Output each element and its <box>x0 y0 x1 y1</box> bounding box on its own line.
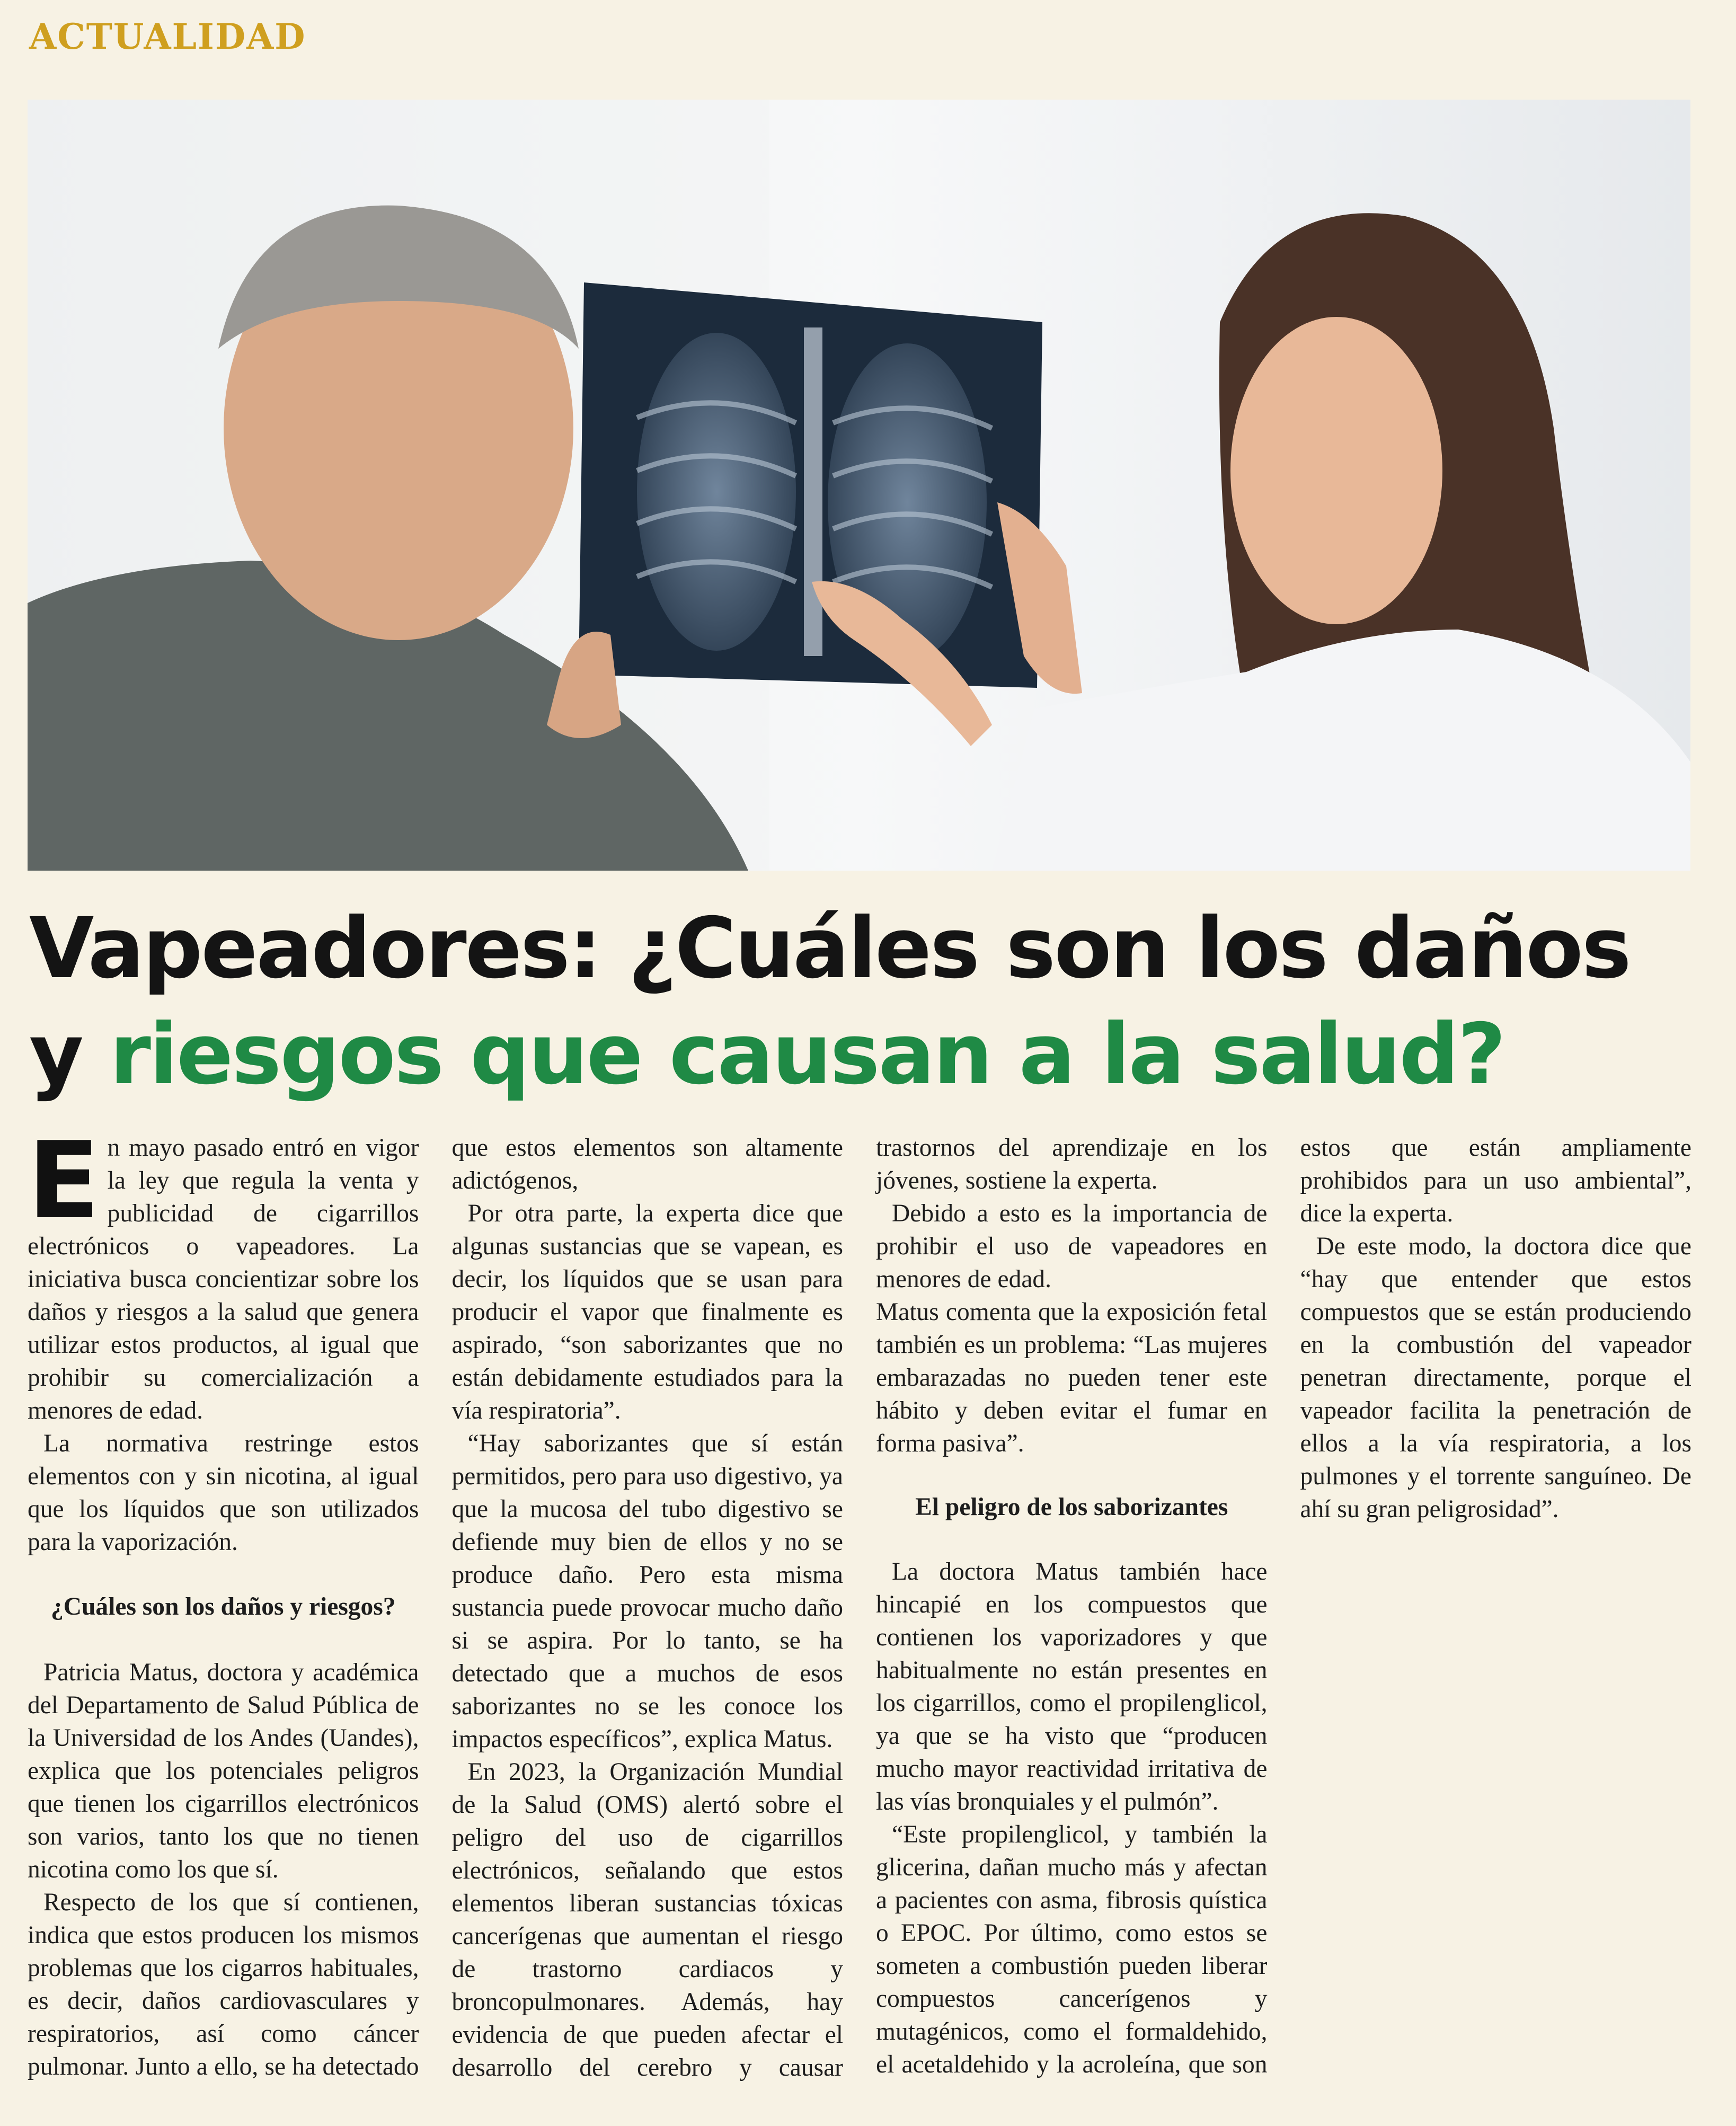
article-paragraph-4: Respecto de los que sí contienen, indica que estos producen los mismos problemas que los cigarros habituales, es decir, daños cardiovasculares y respiratorios, así como cáncer pulmonar. Junto a ello, se ha detectado que estos elementos son altamente adictógenos, <box>28 1134 843 2080</box>
article-body <box>28 1119 1691 2101</box>
woman-face <box>1230 317 1442 624</box>
section-label: ACTUALIDAD <box>29 16 306 57</box>
article-paragraph-10: La doctora Matus también hace hincapié en los compuestos que contienen los vaporizadores y que habitualmente no están presentes en los cigarrillos, como el propilenglicol, ya que se ha visto que “producen mucho mayor reactividad irritativa de las vías bronquiales y el pulmón”. <box>876 1558 1268 1815</box>
headline-line-2-green: riesgos que causan a la salud? <box>110 1006 1505 1103</box>
xray-film <box>579 282 1042 688</box>
article-paragraph-8: Debido a esto es la importancia de prohibir el uso de vapeadores en menores de edad. <box>876 1200 1268 1293</box>
article-paragraph-9: Matus comenta que la exposición fetal también es un problema: “Las mujeres embarazadas no pueden tener este hábito y deben evitar el fumar en forma pasiva”. <box>876 1298 1268 1457</box>
left-lung <box>637 333 796 651</box>
headline-line-1: Vapeadores: ¿Cuáles son los daños <box>29 900 1630 997</box>
subheading-danos-riesgos: ¿Cuáles son los daños y riesgos? <box>50 1593 396 1620</box>
article-paragraph-12: De este modo, la doctora dice que “hay que entender que estos compuestos que se están produciendo en la combustión del vapeador penetran directamente, porque el vapeador facilita la penetración de ellos a la vía respiratoria, a los pulmones y el torrente sanguíneo. De ahí su gran peligrosidad”. <box>1300 1233 1691 1523</box>
article-paragraph-2: La normativa restringe estos elementos con y sin nicotina, al igual que los líquidos que son utilizados para la vaporización. <box>28 1430 419 1556</box>
headline-line-2-black: y <box>29 1006 110 1103</box>
drop-cap: E <box>28 1119 100 1243</box>
doctor-xray-illustration <box>28 100 1690 871</box>
headline <box>29 896 1704 1108</box>
subheading-peligro-saborizantes: El peligro de los saborizantes <box>915 1493 1228 1521</box>
article-paragraph-11: “Este propilenglicol, y también la glicerina, dañan mucho más y afectan a pacientes con asma, fibrosis quística o EPOC. Por último, como estos se someten a combustión pueden liberar compuestos cancerígenos y mutagénicos, como el formaldehido, el acetaldehido y la acroleína, que son estos que están ampliamente prohibidos para un uso ambiental”, dice la experta. <box>876 1134 1691 2078</box>
article-paragraph-6: “Hay saborizantes que sí están permitidos, pero para uso digestivo, ya que la mucosa del tubo digestivo se defiende muy bien de ellos y no se produce daño. Pero esta misma sustancia puede provocar mucho daño si se aspira. Por lo tanto, se ha detectado que a muchos de esos saborizantes no se les conoce los impactos específicos”, explica Matus. <box>451 1430 843 1753</box>
article-paragraph-7: En 2023, la Organización Mundial de la Salud (OMS) alertó sobre el peligro del uso de cigarrillos electrónicos, señalando que estos elementos liberan sustancias tóxicas cancerígenas que aumentan el riesgo de trastorno cardiacos y broncopulmonares. Además, hay evidencia de que pueden afectar el desarrollo del cerebro y causar trastornos del aprendizaje en los jóvenes, sostiene la experta. <box>451 1134 1268 2081</box>
spine <box>804 327 822 656</box>
article-paragraph-1 <box>28 1119 419 1427</box>
article-photo <box>28 100 1690 871</box>
article-paragraph-5: Por otra parte, la experta dice que algunas sustancias que se vapean, es decir, los líquidos que se usan para producir el vapor que finalmente es aspirado, “son saborizantes que no están debidamente estudiados para la vía respiratoria”. <box>451 1200 843 1424</box>
paragraph-text: n mayo pasado entró en vigor la ley que regula la venta y publicidad de cigarrillos electrónicos o vapeadores. La iniciativa busca concientizar sobre los daños y riesgos a la salud que genera utilizar estos productos, al igual que prohibir su comercialización a menores de edad. <box>28 1134 419 1424</box>
headline-line-2 <box>29 1002 1704 1108</box>
article-paragraph-3: Patricia Matus, doctora y académica del Departamento de Salud Pública de la Universidad de los Andes (Uandes), explica que los potenciales peligros que tienen los cigarrillos electrónicos son varios, tanto los que no tienen nicotina como los que sí. <box>28 1659 419 1883</box>
